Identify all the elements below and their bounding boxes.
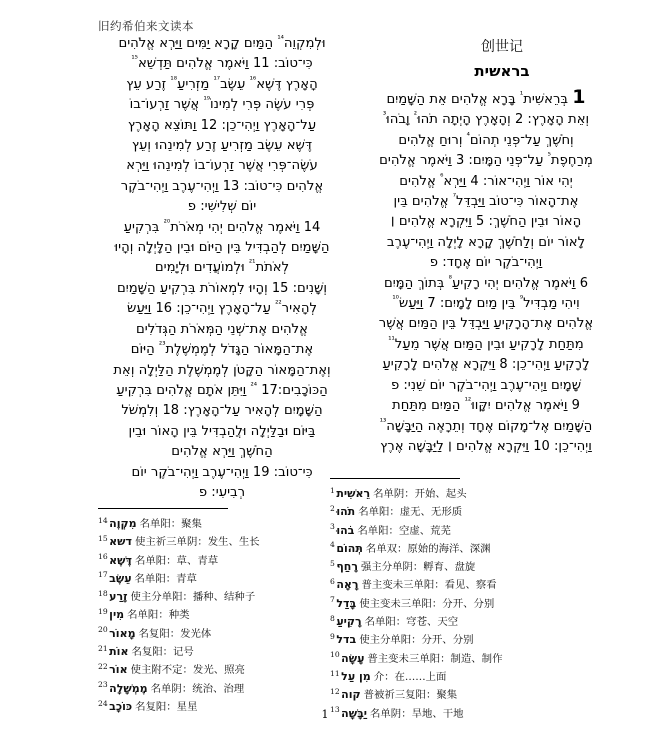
footnote-number: 5 [330, 558, 335, 568]
verse-number: 3 [455, 153, 465, 169]
footnote-entry [330, 613, 580, 631]
footnote-chinese-gloss: 名单阳：穹苍、天空 [364, 616, 459, 629]
footnote-reference: ¹ [519, 89, 524, 100]
footnote-reference: ¹⁸ [170, 74, 177, 85]
footnote-chinese-gloss: 普被祈三复阳：聚集 [363, 689, 458, 702]
hebrew-text-column-right [352, 88, 620, 457]
hebrew-text-column-left [96, 34, 348, 503]
hebrew-text-line: אֶת־הַמָּאוֹר הַגָּדֹל לְמֶמְשֶׁלֶת$^{^{23}}$ הַיּוֹם [130, 339, 314, 358]
footnote-entry [98, 552, 348, 570]
hebrew-text-line: אֱלֹהִים אֶת־שְׁנֵי הַמְּאֹרֹת הַגְּדֹלִים [136, 321, 308, 337]
footnote-hebrew-lemma: רֵאשִׁית [336, 487, 371, 500]
footnote-hebrew-lemma: רָקִיעַ [336, 615, 362, 629]
verse-number: 1 [572, 86, 586, 108]
footnote-reference: ¹⁵ [131, 54, 138, 65]
hebrew-text-line: כִּי־טוֹב: 11 וַיֹּאמֶר אֱלֹהִים תַּדְשֵׁא$^{^{15}}$ [131, 54, 313, 72]
running-head: 旧约希伯来文读本 [98, 19, 194, 33]
footnote-chinese-gloss: 名单阳：聚集 [139, 518, 202, 530]
footnote-entry [330, 503, 580, 521]
verse-number: 16 [155, 301, 172, 317]
footnote-hebrew-lemma: מָאוֹר [109, 626, 136, 640]
hebrew-text-line: וְאֶת־הַמָּאוֹר הַקָּטֹן לְמֶמְשֶׁלֶת הַלַּיְלָה וְאֵת [113, 362, 331, 378]
footnote-entry [98, 680, 348, 698]
footnote-hebrew-lemma: תְּהוֹם [336, 541, 363, 555]
footnote-number: 20 [98, 625, 108, 635]
footnote-number: 10 [330, 650, 340, 660]
footnote-reference: ²⁰ [163, 217, 171, 228]
verse-number: 5 [476, 214, 485, 230]
hebrew-text-line: דֶּשֶׁא עֵשֶׂב מַזְרִיעַ זֶרַע לְמִינֵהוּ וְעֵץ [131, 138, 313, 154]
footnote-number: 15 [98, 533, 108, 543]
footnote-entry [330, 631, 580, 649]
footnote-reference: ² [413, 110, 418, 121]
footnote-reference: ²³ [158, 339, 166, 350]
hebrew-text-line: לְאֹתֹת$^{^{21}}$ וּלְמוֹעֲדִים וּלְיָמִים [154, 258, 290, 276]
footnote-chinese-gloss: 名单阳：青草 [134, 572, 197, 585]
footnote-block-right [330, 478, 580, 723]
hebrew-text-line: וַיְהִי־בֹקֶר יוֹם אֶחָד: פ [429, 255, 543, 271]
verse-number: 8 [499, 357, 508, 373]
footnote-reference: ⁹ [519, 293, 524, 304]
footnote-reference: ¹² [464, 395, 472, 406]
hebrew-text-line: יוֹם שְׁלִישִׁי: פ [187, 199, 257, 215]
hebrew-text-line: עַל־הָאָרֶץ וַיְהִי־כֵן: 12 וַתּוֹצֵא הָאָרֶץ [127, 117, 317, 133]
footnote-hebrew-lemma: רָאָה [336, 578, 359, 592]
verse-number: 17 [261, 382, 278, 398]
hebrew-text-line: 9 וַיֹּאמֶר אֱלֹהִים יִקָּווּ$^{^{12}}$ הַמַּיִם מִתַּחַת [392, 395, 580, 414]
hebrew-text-line: 1 בְּרֵאשִׁית$^{^1}$ בָּרָא אֱלֹהִים אֵת הַשָּׁמַיִם [386, 86, 586, 108]
hebrew-text-line: כִּי־טוֹב: 19 וַיְהִי־עֶרֶב וַיְהִי־בֹקֶר יוֹם [131, 464, 313, 480]
verse-number: 14 [303, 219, 321, 235]
hebrew-text-line: וְאֵת הָאָרֶץ: 2 וְהָאָרֶץ הָיְתָה תֹהוּ$^{^2}$ וָבֹהוּ$^{^3}$ [382, 110, 590, 128]
footnote-chinese-gloss: 普主变未三单阳：制造、制作 [367, 652, 503, 665]
footnote-reference: ¹⁷ [213, 74, 221, 85]
hebrew-text-line: הַכּוֹכָבִים:$^{^{24}}$ 17 וַיִּתֵּן אֹתָם אֱלֹהִים בִּרְקִיעַ [116, 380, 328, 398]
footnote-reference: ³ [382, 110, 387, 121]
footnote-hebrew-lemma: מִין [109, 608, 125, 622]
footnote-number: 8 [330, 613, 335, 623]
footnote-reference: ²⁴ [250, 380, 258, 391]
footnote-hebrew-lemma: מִקְוֶה [109, 517, 137, 530]
hebrew-text-line: אֶת־הָאוֹר כִּי־טוֹב וַיַּבְדֵּל$^{^7}$ אֱלֹהִים בֵּין [393, 191, 579, 210]
footnote-chinese-gloss: 使主分单阳：播种、结种子 [130, 591, 256, 604]
footnote-chinese-gloss: 使主变未三单阳：分开、分别 [359, 597, 495, 610]
footnote-hebrew-lemma: דֶּשֶׁא [109, 553, 132, 567]
hebrew-text-line: הָאָרֶץ דֶּשֶׁא$^{^{16}}$ עֵשֶׂב$^{^{17}}$ מַזְרִיעַ$^{^{18}}$ זֶרַע עֵץ [126, 74, 318, 92]
footnote-number: 3 [330, 522, 335, 532]
hebrew-text-line: הַשָּׁמָיִם לְהָאִיר עַל־הָאָרֶץ: 18 וְלִמְשֹׁל [121, 403, 323, 419]
hebrew-text-line: אֱלֹהִים אֶת־הָרָקִיעַ וַיַּבְדֵּל בֵּין הַמַּיִם אֲשֶׁר [378, 316, 594, 332]
footnote-hebrew-lemma: זָרַע [109, 590, 128, 604]
footnote-hebrew-lemma: בָּדַל [336, 596, 357, 610]
footnote-separator-rule [330, 478, 460, 479]
hebrew-text-line: מְרַחֶפֶת$^{^5}$ עַל־פְּנֵי הַמָּיִם: 3 וַיֹּאמֶר אֱלֹהִים [379, 150, 593, 169]
hebrew-text-line: הַשָּׁמַיִם לְהַבְדִּיל בֵּין הַיּוֹם וּבֵין הַלָּיְלָה וְהָיוּ [114, 240, 330, 256]
footnote-entry [330, 558, 580, 576]
hebrew-text-line: וַיְהִי־כֵן: 10 וַיִּקְרָא אֱלֹהִים ׀ לַיַּבָּשָׁה אֶרֶץ [380, 438, 592, 454]
verse-number: 15 [271, 280, 289, 296]
footnote-hebrew-lemma: מֶמְשָׁלָה [109, 681, 148, 695]
footnote-chinese-gloss: 名单双：原始的海洋、深渊 [365, 542, 491, 555]
footnote-entry [330, 686, 580, 704]
hebrew-text-line: אֱלֹהִים כִּי־טוֹב: 13 וַיְהִי־עֶרֶב וַיְהִי־בֹקֶר [120, 178, 324, 194]
footnote-number: 16 [98, 552, 108, 562]
hebrew-text-line: וּלְמִקְוֵה$^{^{14}}$ הַמַּיִם קָרָא יַמִּים וַיַּרְא אֱלֹהִים [118, 33, 326, 51]
footnote-entry [98, 606, 348, 624]
hebrew-text-line: וְשָׁנִים: 15 וְהָיוּ לִמְאוֹרֹת בִּרְקִיעַ הַשָּׁמַיִם [117, 280, 327, 296]
footnote-number: 2 [330, 503, 335, 513]
footnote-reference: ¹³ [379, 416, 387, 427]
footnote-reference: ⁶ [440, 171, 444, 182]
verse-number: 6 [579, 275, 588, 291]
verse-number: 13 [222, 178, 240, 194]
hebrew-text-line: מִתַּחַת לָרָקִיעַ וּבֵין הַמַּיִם אֲשֶׁר מֵעַל$^{^{11}}$ [388, 334, 584, 352]
footnote-hebrew-lemma: דשא [109, 535, 132, 549]
hebrew-text-line: יְהִי אוֹר וַיְהִי־אוֹר: 4 וַיַּרְא$^{^6}$ אֱלֹהִים [399, 171, 573, 189]
footnote-number: 14 [98, 515, 108, 525]
footnote-number: 11 [330, 668, 340, 678]
footnote-number: 23 [98, 680, 108, 690]
footnote-reference: ¹⁶ [249, 74, 257, 85]
footnote-chinese-gloss: 名单阴：统治、治理 [150, 682, 245, 695]
footnote-reference: ¹⁹ [203, 94, 211, 105]
footnote-entry [98, 625, 348, 643]
footnote-hebrew-lemma: יַבָּשָׁה [341, 706, 368, 720]
footnote-entry [330, 650, 580, 668]
footnote-hebrew-lemma: אוֹת [109, 645, 129, 659]
footnote-number: 22 [98, 661, 108, 671]
footnote-hebrew-lemma: קוה [341, 688, 361, 702]
book-title-chinese: 创世记 [481, 39, 523, 55]
footnote-reference: ¹⁴ [277, 33, 284, 44]
page-number: 1 [321, 708, 329, 721]
footnote-chinese-gloss: 名单阴：开始、起头 [373, 488, 467, 500]
footnote-separator-rule [98, 508, 228, 509]
footnote-hebrew-lemma: עָשָׂה [341, 651, 365, 665]
hebrew-text-line: לְהָאִיר$^{^{22}}$ עַל־הָאָרֶץ וַיְהִי־כֵן: 16 וַיַּעַשׂ [126, 298, 317, 317]
footnote-hebrew-lemma: כּוֹכָב [109, 699, 133, 713]
footnote-hebrew-lemma: תֹהוּ [336, 505, 356, 519]
footnote-entry [330, 576, 580, 594]
footnote-reference: ⁴ [466, 130, 470, 141]
footnote-reference: ⁵ [547, 150, 551, 161]
footnote-chinese-gloss: 名单阳：虚无、无形质 [358, 506, 463, 519]
footnote-chinese-gloss: 名单阴：旱地、干地 [370, 707, 464, 720]
footnote-chinese-gloss: 使主祈三单阴：发生、生长 [135, 536, 260, 549]
footnote-chinese-gloss: 名单阳：空虚、荒芜 [357, 524, 451, 537]
footnote-chinese-gloss: 名复阳：记号 [131, 646, 194, 659]
footnote-number: 6 [330, 577, 335, 587]
footnote-hebrew-lemma: אוֹר [109, 663, 128, 677]
hebrew-text-line: רְבִיעִי: פ [198, 484, 246, 500]
footnote-entry [330, 540, 580, 558]
hebrew-text-line: שָׁמָיִם וַיְהִי־עֶרֶב וַיְהִי־בֹקֶר יוֹם שֵׁנִי: פ [390, 377, 582, 393]
footnote-hebrew-lemma: בדל [336, 633, 357, 647]
footnote-block-left [98, 508, 348, 716]
footnote-entry [98, 661, 348, 679]
hebrew-text-line: פְּרִי עֹשֶׂה פְּרִי לְמִינוֹ$^{^{19}}$ אֲשֶׁר זַרְעוֹ־בוֹ [129, 94, 315, 113]
footnote-number: 7 [330, 595, 335, 605]
hebrew-text-line: וִיהִי מַבְדִּיל$^{^9}$ בֵּין מַיִם לָמָיִם: 7 וַיַּעַשׂ$^{^{10}}$ [392, 293, 580, 312]
footnote-entry [330, 668, 580, 686]
verse-number: 9 [571, 398, 580, 414]
verse-number: 11 [252, 56, 270, 72]
footnote-chinese-gloss: 介：在……上面 [373, 670, 447, 683]
hebrew-text-line: לָאוֹר יוֹם וְלַחֹשֶׁךְ קָרָא לָיְלָה וַיְהִי־עֶרֶב [386, 234, 586, 250]
footnote-hebrew-lemma: מִן עַל [341, 669, 371, 683]
hebrew-text-line: וְחֹשֶׁךְ עַל־פְּנֵי תְהוֹם$^{^4}$ וְרוּחַ אֱלֹהִים [398, 130, 574, 148]
footnote-number: 4 [330, 540, 335, 550]
footnote-reference: ⁷ [452, 191, 457, 202]
verse-number: 7 [427, 296, 436, 312]
hebrew-text-line: 14 וַיֹּאמֶר אֱלֹהִים יְהִי מְאֹרֹת$^{^{20}}$ בִּרְקִיעַ [123, 217, 321, 235]
hebrew-text-line: לָרָקִיעַ וַיְהִי־כֵן: 8 וַיִּקְרָא אֱלֹהִים לָרָקִיעַ [382, 357, 590, 373]
footnote-chinese-gloss: 使主附不定：发光、照亮 [130, 664, 245, 677]
hebrew-text-line: הָאוֹר וּבֵין הַחֹשֶׁךְ: 5 וַיִּקְרָא אֱלֹהִים ׀ [390, 214, 582, 230]
footnote-number: 13 [330, 705, 340, 715]
footnote-entry [98, 515, 348, 533]
footnote-chinese-gloss: 名复阳：发光体 [138, 627, 212, 640]
hebrew-text-line: הַשָּׁמַיִם אֶל־מָקוֹם אֶחָד וְתֵרָאֶה הַיַּבָּשָׁה$^{^{13}}$ [379, 416, 593, 434]
footnote-number: 24 [98, 698, 108, 708]
footnote-entry [330, 485, 580, 503]
footnote-chinese-gloss: 强主分单阴：孵育、盘旋 [360, 561, 476, 574]
verse-number: 10 [533, 438, 550, 454]
footnote-number: 1 [330, 485, 335, 495]
footnote-entry [98, 533, 348, 551]
footnote-reference: ¹¹ [388, 334, 395, 345]
footnote-chinese-gloss: 名单阳：种类 [127, 609, 190, 622]
verse-number: 12 [200, 117, 218, 133]
footnote-reference: ²² [275, 298, 282, 309]
verse-number: 4 [470, 173, 479, 189]
footnote-chinese-gloss: 普主变未三单阳：看见、察看 [361, 579, 497, 592]
footnote-entry [330, 595, 580, 613]
footnote-number: 17 [98, 570, 108, 580]
footnote-hebrew-lemma: עֵשֶׂב [109, 571, 132, 585]
footnote-reference: ⁸ [448, 273, 452, 284]
footnote-number: 21 [98, 643, 108, 653]
footnote-number: 19 [98, 607, 108, 617]
hebrew-text-line: עֹשֶׂה־פְּרִי אֲשֶׁר זַרְעוֹ־בוֹ לְמִינֵהוּ וַיַּרְא [126, 158, 318, 174]
footnote-number: 9 [330, 631, 335, 641]
footnote-entry [98, 643, 348, 661]
footnote-number: 12 [330, 686, 340, 696]
footnote-hebrew-lemma: בֹהוּ [336, 523, 355, 537]
hebrew-text-line: הַחֹשֶׁךְ וַיַּרְא אֱלֹהִים [171, 444, 273, 460]
footnote-reference: ²¹ [248, 258, 256, 269]
footnote-entry [98, 588, 348, 606]
footnote-reference: ¹⁰ [392, 293, 399, 304]
footnote-number: 18 [98, 588, 108, 598]
footnote-entry [98, 570, 348, 588]
verse-number: 19 [252, 464, 270, 480]
footnote-chinese-gloss: 名复阳：星星 [135, 700, 198, 713]
footnote-hebrew-lemma: רָחַף [336, 560, 358, 574]
footnote-chinese-gloss: 名单阳：草、青草 [135, 554, 219, 567]
verse-number: 18 [162, 403, 180, 419]
footnote-chinese-gloss: 使主分单阳：分开、分别 [359, 634, 474, 647]
hebrew-text-line: 6 וַיֹּאמֶר אֱלֹהִים יְהִי רָקִיעַ$^{^8}$ בְּתוֹךְ הַמָּיִם [383, 273, 588, 291]
footnote-entry [330, 522, 580, 540]
verse-number: 2 [514, 112, 524, 128]
book-title-hebrew: בראשית [474, 62, 530, 80]
hebrew-text-line: בַּיּוֹם וּבַלַּיְלָה וּלֲהַבְדִּיל בֵּין הָאוֹר וּבֵין [128, 423, 316, 439]
